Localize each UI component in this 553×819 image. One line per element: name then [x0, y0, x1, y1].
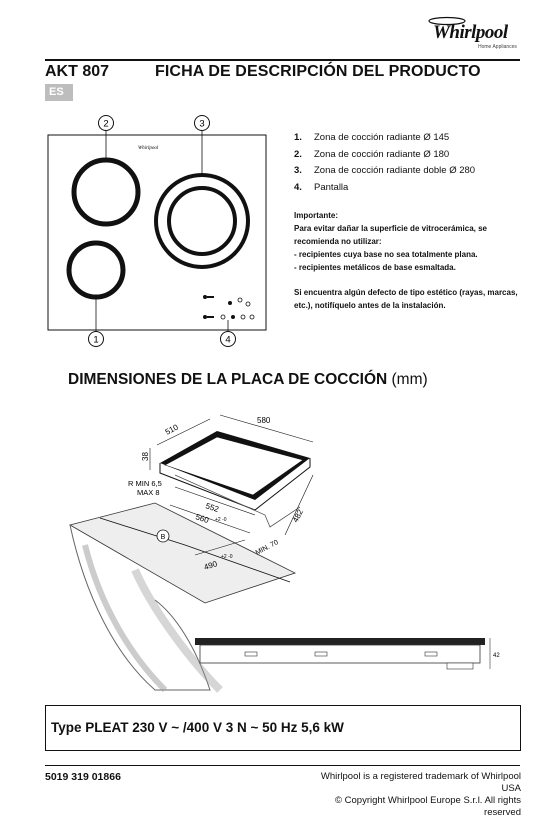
side-profile-drawing [195, 638, 500, 669]
page-title: FICHA DE DESCRIPCIÓN DEL PRODUCTO [155, 63, 481, 80]
feature-list [294, 130, 475, 196]
zone-3-inner-ring [169, 188, 235, 254]
callout-1: 1 [93, 334, 99, 346]
dim-min70: MIN. 70 [254, 539, 280, 557]
header-divider [45, 59, 520, 61]
dim-490-tol: +2 -0 [221, 554, 233, 560]
brand-tagline: Home Appliances [478, 44, 517, 50]
important-line: - recipientes metálicos de base esmaltada. [294, 263, 456, 272]
dimensions-diagram [45, 395, 525, 695]
dim-560-tol: +2 -0 [215, 517, 227, 523]
list-item: 1. Zona de cocción radiante Ø 145 [294, 132, 450, 143]
important-line: Para evitar dañar la superficie de vitrocerámica, se recomienda no utilizar: [294, 224, 487, 246]
trademark-notice: Whirlpool is a registered trademark of Whirlpool USA © Copyright Whirlpool Europe S.r.l. All rights reserved [320, 771, 521, 818]
label-b: B [160, 534, 166, 541]
electrical-spec: Type PLEAT 230 V ~ /400 V 3 N ~ 50 Hz 5,6 kW [45, 705, 521, 751]
dim-38: 38 [141, 452, 150, 461]
zone-2-ring [74, 160, 138, 224]
model-number: AKT 807 [45, 63, 110, 80]
callout-2: 2 [103, 118, 109, 130]
language-badge: ES [45, 84, 73, 101]
dim-580: 580 [257, 416, 271, 425]
dim-560: 560 [194, 512, 210, 526]
hob-badge: Whirlpool [138, 146, 159, 151]
document-code: 5019 319 01866 [45, 771, 121, 783]
list-item: 2. Zona de cocción radiante Ø 180 [294, 148, 450, 160]
list-item: 4. Pantalla [294, 181, 349, 193]
important-heading: Importante: [294, 211, 338, 220]
important-line: - recipientes cuya base no sea totalmente plana. [294, 250, 478, 259]
dim-42: 42 [493, 653, 500, 659]
footer-divider [45, 765, 520, 766]
defect-note: Si encuentra algún defecto de tipo estético (rayas, marcas, etc.), notifíquelo antes de la instalación. [294, 288, 518, 310]
dim-rmin: R MIN 6,5 [128, 479, 162, 488]
dimensions-title: DIMENSIONES DE LA PLACA DE COCCIÓN (mm) [68, 371, 428, 388]
whirlpool-logo [425, 12, 535, 56]
dim-490: 490 [202, 559, 219, 572]
dim-552: 552 [204, 501, 220, 515]
dim-482: 482 [290, 507, 306, 524]
zone-1-ring [69, 243, 123, 297]
callout-3: 3 [199, 118, 205, 130]
list-item: 3. Zona de cocción radiante doble Ø 280 [294, 165, 476, 176]
dim-510: 510 [163, 422, 180, 437]
hob-top-view-diagram [45, 110, 270, 353]
callout-4: 4 [225, 334, 231, 346]
important-notice [294, 209, 524, 274]
dim-max: MAX 8 [137, 488, 160, 497]
control-panel-icon [203, 295, 254, 319]
brand-name: Whirlpool [433, 22, 508, 43]
